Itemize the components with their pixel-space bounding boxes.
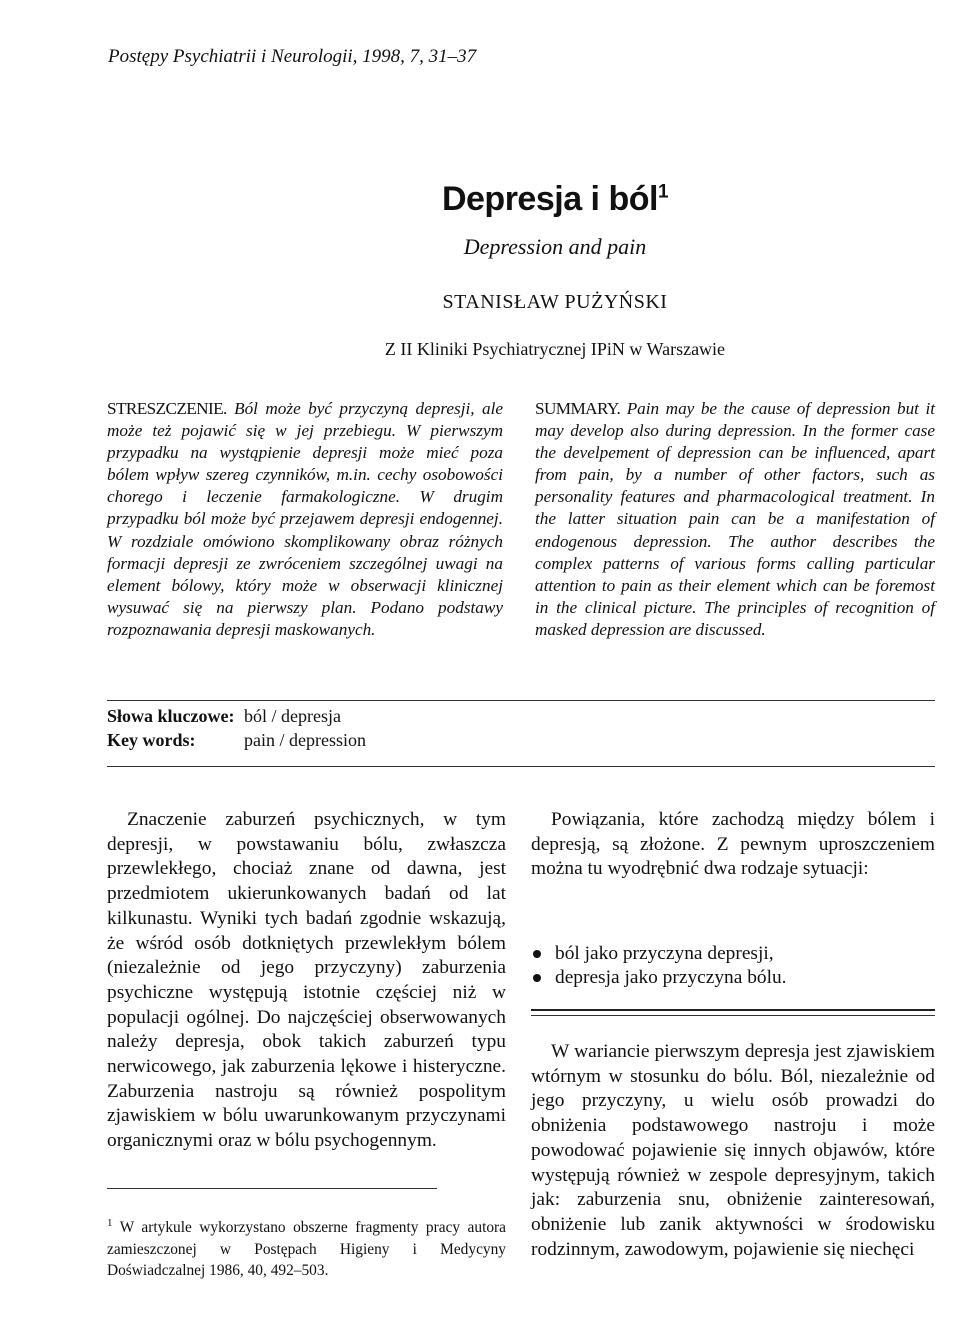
body-paragraph-intro: Powiązania, które zachodzą między bólem i depresją, są złożone. Z pewnym uproszczeniem można tu wyodrębnić dwa rodzaje sytuacji:: [531, 809, 935, 880]
section-divider-thick: [531, 1009, 935, 1011]
footnote-text: W artykule wykorzystano obszerne fragmenty pracy autora zamieszczonej w Postępach Higieny i Medycyny Doświadczalnej 1986, 40, 492–503.: [107, 1219, 507, 1280]
article-title: [0, 180, 960, 219]
keywords-polish: [107, 706, 341, 727]
body-paragraph: Znaczenie zaburzeń psychicznych, w tym depresji, w powstawaniu bólu, zwłaszcza przewlekłego, chociaż znane od dawna, jest przedmiotem ukierunkowanych badań od lat kilkunastu. Wyniki tych badań zgodnie wskazują, że wśród osób dotkniętych przewlekłym bólem (niezależnie od jego przyczyny) zaburzenia psychiczne występują istotnie częściej niż w populacji ogólnej. Do najczęściej obserwowanych należy depresja, obok takich zaburzeń typu nerwicowego, jak zaburzenia lękowe i histeryczne. Zaburzenia nastroju są również pospolitym zjawiskiem w bólu uwarunkowanym przyczynami organicznymi oraz w bólu psychogennym.: [107, 809, 506, 1152]
abstract-polish: [107, 398, 503, 641]
divider-bottom: [107, 766, 935, 767]
body-column-right: [531, 808, 935, 882]
divider-top: [107, 700, 935, 701]
keywords-english-value: pain / depression: [244, 730, 366, 750]
article-subtitle: Depression and pain: [463, 234, 647, 259]
footnote-mark: 1: [107, 1217, 113, 1229]
keywords-english-label: Key words:: [107, 730, 196, 750]
abstract-polish-label: STRESZCZENIE.: [107, 399, 227, 418]
keywords-polish-value: ból / depresja: [244, 706, 341, 726]
list-item-text: depresja jako przyczyna bólu.: [555, 967, 787, 988]
bullet-icon: [533, 974, 541, 982]
abstract-polish-text: Ból może być przyczyną depresji, ale może też pojawić się w jej przebiegu. W pierwszym przypadku na wystąpienie depresji może mieć poza bólem wpływ szereg czynników, m.in. cechy osobowości chorego i leczenie farmakologiczne. W drugim przypadku ból może być przejawem depresji endogennej. W rozdziale omówiono skomplikowany obraz różnych formacji depresji ze zwróceniem szczególnej uwagi na element bólowy, który może w obserwacji klinicznej wysuwać się na pierwszy plan. Podano podstawy rozpoznawania depresji maskowanych.: [107, 399, 503, 639]
title-text: Depresja i ból: [441, 180, 658, 218]
situation-list: [531, 942, 935, 990]
body-column-left: [107, 808, 506, 1154]
keywords-polish-label: Słowa kluczowe:: [107, 706, 235, 726]
author-affiliation: Z II Kliniki Psychiatrycznej IPiN w Warszawie: [384, 339, 726, 359]
body-column-right-continued: [531, 1040, 935, 1262]
list-item-text: ból jako przyczyna depresji,: [555, 943, 774, 964]
abstract-english-text: Pain may be the cause of depression but it may develop also during depression. In the former case the develpement of depression can be influenced, apart from pain, by a number of other factors, such as personality features and pharmacological treatment. In the latter situation pain can be a manifestation of endogenous depression. The author describes the complex patterns of various forms calling particular attention to pain as their element which can be foremost in the clinical picture. The principles of recognition of masked depression are discussed.: [535, 399, 936, 639]
keywords-english: [107, 730, 366, 751]
body-paragraph: W wariancie pierwszym depresja jest zjawiskiem wtórnym w stosunku do bólu. Ból, niezależnie od jego przyczyny, u wielu osób prowadzi do obniżenia podstawowego nastroju i może powodować pojawienie się innych objawów, które występują również w zespole depresyjnym, takich jak: zaburzenia snu, obniżenie zainteresowań, obniżenie lub zanik aktywności w środowisku rodzinnym, zawodowym, pojawienie się niechęci: [531, 1041, 935, 1260]
footnote-divider: [107, 1188, 437, 1189]
abstract-english-label: SUMMARY.: [535, 399, 621, 418]
abstract-english: [535, 398, 935, 641]
bullet-icon: [533, 950, 541, 958]
list-item: [531, 966, 935, 990]
author-name: STANISŁAW PUŻYŃSKI: [442, 291, 668, 313]
list-item: [531, 942, 935, 966]
section-divider-thin: [531, 1015, 935, 1016]
footnote: [107, 1213, 506, 1282]
journal-citation: Postępy Psychiatrii i Neurologii, 1998, 7, 31–37: [108, 46, 477, 67]
title-footnote-mark: 1: [657, 181, 669, 203]
